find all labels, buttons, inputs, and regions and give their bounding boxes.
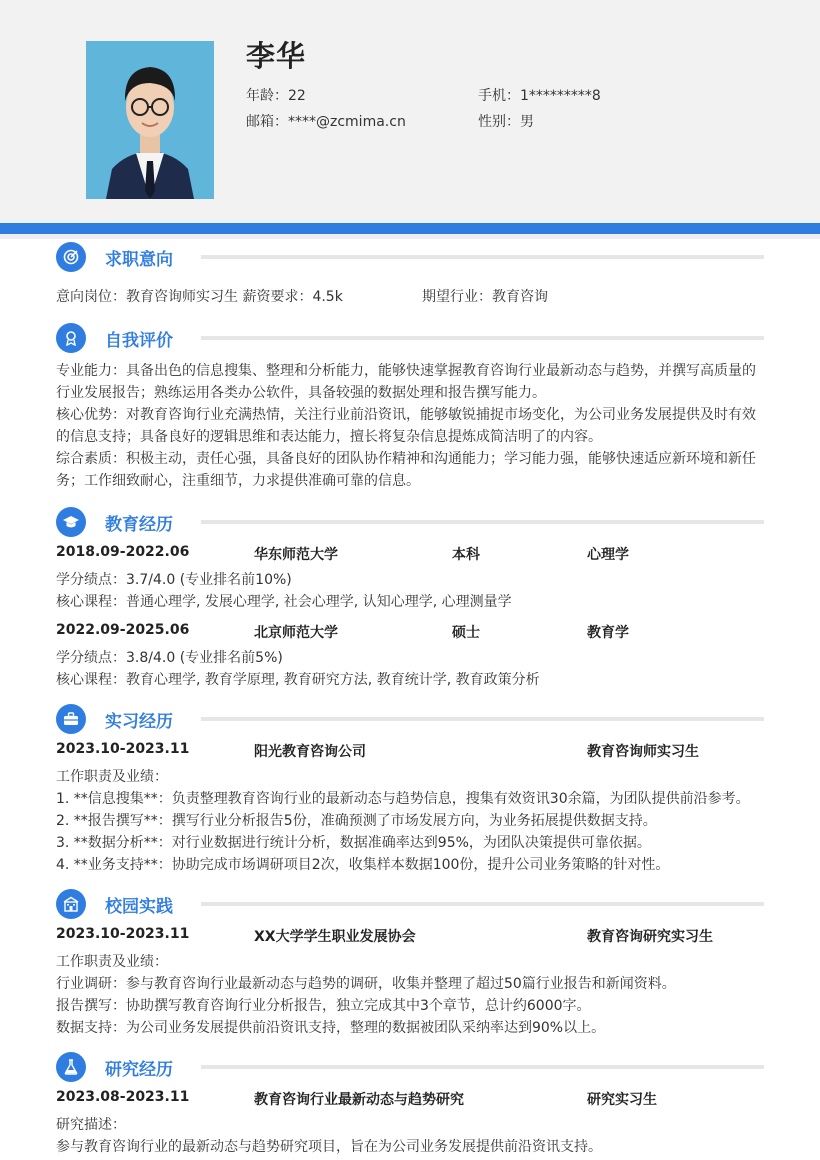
campus-entry xyxy=(56,926,766,946)
header-shadow-bar xyxy=(0,234,820,239)
edu-gpa: 学分绩点：3.7/4.0 (专业排名前10%) xyxy=(56,572,292,588)
edu-period: 2022.09-2025.06 xyxy=(56,622,190,638)
edu-courses: 核心课程：普通心理学, 发展心理学, 社会心理学, 认知心理学, 心理测量学 xyxy=(56,594,512,610)
intern-duty-2: 2. **报告撰写**：撰写行业分析报告5份，准确预测了市场发展方向，为业务拓展提供数据支持。 xyxy=(56,813,657,829)
section-self-evaluation xyxy=(56,323,764,353)
research-desc: 参与教育咨询行业的最新动态与趋势研究项目，旨在为公司业务发展提供前沿资讯支持。 xyxy=(56,1139,602,1155)
age-value: 22 xyxy=(288,88,306,104)
phone-value: 1*********8 xyxy=(520,88,601,104)
campus-duty-3: 数据支持：为公司业务发展提供前沿资讯支持，整理的数据被团队采纳率达到90%以上。 xyxy=(56,1020,606,1036)
phone-info xyxy=(478,85,601,105)
portrait-illustration xyxy=(86,41,214,199)
research-project: 教育咨询行业最新动态与趋势研究 xyxy=(254,1092,464,1108)
objective-position: 意向岗位：教育咨询师实习生 薪资要求：4.5k xyxy=(56,289,343,305)
target-icon xyxy=(56,242,86,272)
section-internship xyxy=(56,704,764,734)
internship-entry xyxy=(56,741,766,761)
research-period: 2023.08-2023.11 xyxy=(56,1089,190,1105)
research-entry xyxy=(56,1089,766,1109)
section-title: 教育经历 xyxy=(105,515,173,535)
campus-role: 教育咨询研究实习生 xyxy=(587,929,713,945)
email-info xyxy=(246,111,406,131)
edu-degree: 本科 xyxy=(452,547,480,563)
graduation-cap-icon xyxy=(56,507,86,537)
campus-org: XX大学学生职业发展协会 xyxy=(254,929,416,945)
edu-period: 2018.09-2022.06 xyxy=(56,544,190,560)
edu-courses: 核心课程：教育心理学, 教育学原理, 教育研究方法, 教育统计学, 教育政策分析 xyxy=(56,672,540,688)
intern-duty-1: 1. **信息搜集**：负责整理教育咨询行业的最新动态与趋势信息，搜集有效资讯30余篇，为团队提供前沿参考。 xyxy=(56,791,750,807)
section-divider xyxy=(201,336,764,340)
self-eval-qualities: 综合素质：积极主动，责任心强，具备良好的团队协作精神和沟通能力；学习能力强，能够快速适应新环境和新任务；工作细致耐心，注重细节，力求提供准确可靠的信息。 xyxy=(56,451,756,489)
section-divider xyxy=(201,902,764,906)
self-eval-strengths: 核心优势：对教育咨询行业充满热情，关注行业前沿资讯，能够敏锐捕捉市场变化，为公司业务发展提供及时有效的信息支持；具备良好的逻辑思维和表达能力，擅长将复杂信息提炼成简洁明了的内容。 xyxy=(56,407,756,445)
intern-duties-label: 工作职责及业绩： xyxy=(56,769,168,785)
building-icon xyxy=(56,889,86,919)
gender-label: 性别： xyxy=(478,114,520,130)
research-desc-label: 研究描述： xyxy=(56,1117,126,1133)
campus-period: 2023.10-2023.11 xyxy=(56,926,190,942)
section-divider xyxy=(201,717,764,721)
edu-school: 华东师范大学 xyxy=(254,547,338,563)
section-education xyxy=(56,507,764,537)
age-info xyxy=(246,85,306,105)
intern-duty-3: 3. **数据分析**：对行业数据进行统计分析，数据准确率达到95%，为团队决策提供可靠依据。 xyxy=(56,835,651,851)
header-accent-bar xyxy=(0,223,820,234)
age-label: 年龄： xyxy=(246,88,288,104)
objective-industry: 期望行业：教育咨询 xyxy=(422,289,548,305)
section-campus-practice xyxy=(56,889,764,919)
intern-period: 2023.10-2023.11 xyxy=(56,741,190,757)
section-divider xyxy=(201,255,764,259)
person-badge-icon xyxy=(56,323,86,353)
edu-school: 北京师范大学 xyxy=(254,625,338,641)
profile-photo xyxy=(86,41,214,199)
campus-duties-label: 工作职责及业绩： xyxy=(56,954,168,970)
section-title: 实习经历 xyxy=(105,712,173,732)
education-entry-1 xyxy=(56,544,766,564)
campus-duty-2: 报告撰写：协助撰写教育咨询行业分析报告，独立完成其中3个章节，总计约6000字。 xyxy=(56,998,591,1014)
edu-gpa: 学分绩点：3.8/4.0 (专业排名前5%) xyxy=(56,650,283,666)
intern-role: 教育咨询师实习生 xyxy=(587,744,699,760)
section-research xyxy=(56,1052,764,1082)
section-title: 校园实践 xyxy=(105,897,173,917)
phone-label: 手机： xyxy=(478,88,520,104)
candidate-name: 李华 xyxy=(246,39,307,73)
education-entry-2 xyxy=(56,622,766,642)
section-title: 研究经历 xyxy=(105,1060,173,1080)
email-value: ****@zcmima.cn xyxy=(288,114,406,130)
edu-degree: 硕士 xyxy=(452,625,480,641)
self-eval-professional: 专业能力：具备出色的信息搜集、整理和分析能力，能够快速掌握教育咨询行业最新动态与趋势，并撰写高质量的行业发展报告；熟练运用各类办公软件，具备较强的数据处理和报告撰写能力。 xyxy=(56,363,756,401)
intern-duty-4: 4. **业务支持**：协助完成市场调研项目2次，收集样本数据100份，提升公司业务策略的针对性。 xyxy=(56,857,670,873)
gender-value: 男 xyxy=(520,114,534,130)
research-role: 研究实习生 xyxy=(587,1092,657,1108)
email-label: 邮箱： xyxy=(246,114,288,130)
section-divider xyxy=(201,1065,764,1069)
briefcase-icon xyxy=(56,704,86,734)
edu-major: 教育学 xyxy=(587,625,629,641)
intern-company: 阳光教育咨询公司 xyxy=(254,744,366,760)
flask-icon xyxy=(56,1052,86,1082)
resume-header xyxy=(0,0,820,223)
section-title: 求职意向 xyxy=(105,250,173,270)
edu-major: 心理学 xyxy=(587,547,629,563)
gender-info xyxy=(478,111,534,131)
campus-duty-1: 行业调研：参与教育咨询行业最新动态与趋势的调研，收集并整理了超过50篇行业报告和新闻资料。 xyxy=(56,976,676,992)
section-divider xyxy=(201,520,764,524)
section-objective xyxy=(56,242,764,272)
section-title: 自我评价 xyxy=(105,331,173,351)
